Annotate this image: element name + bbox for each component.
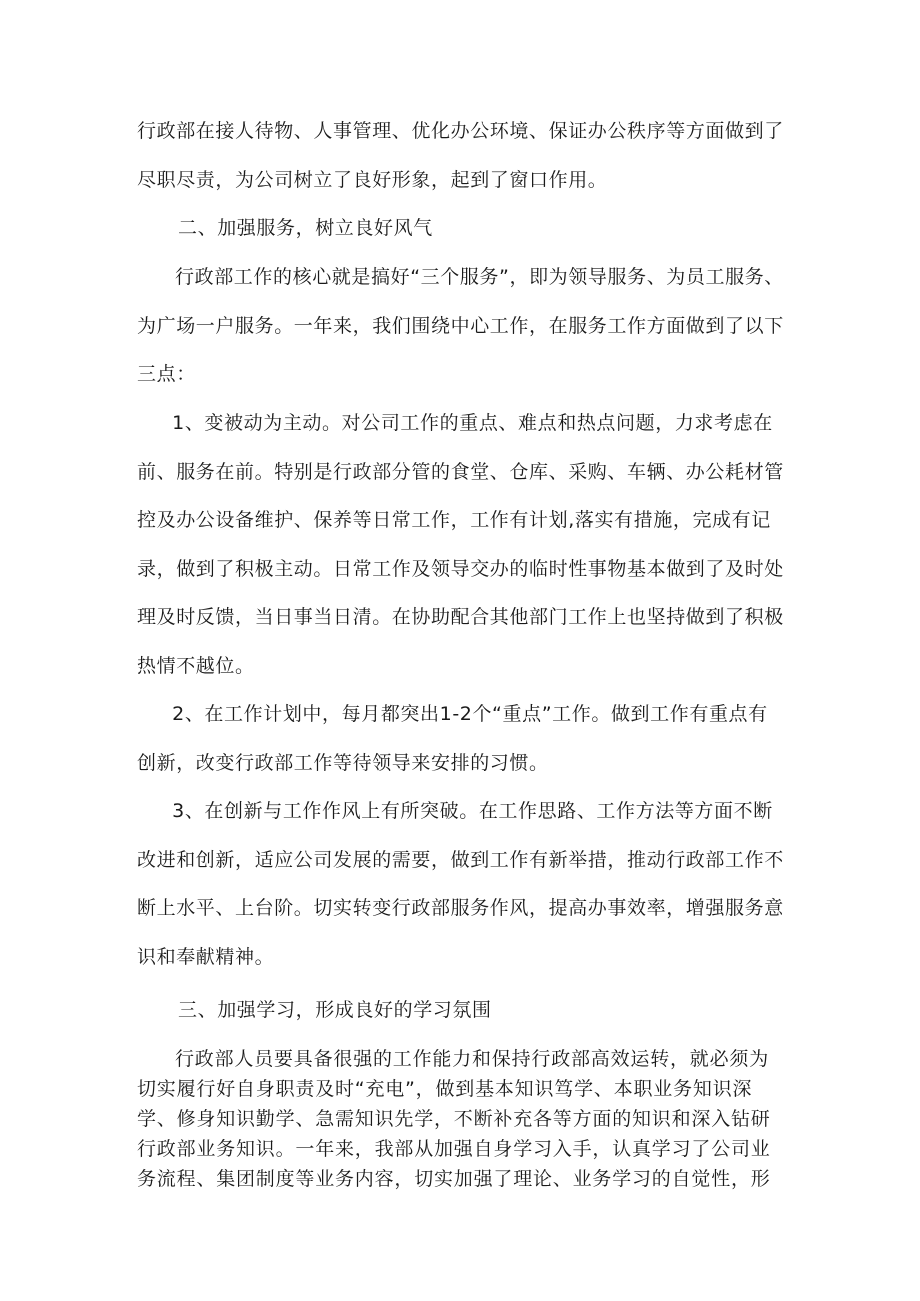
paragraph-intro: 行政部在接人待物、人事管理、优化办公环境、保证办公秩序等方面做到了尽职尽责，为公司树立了良好形象，起到了窗口作用。 — [137, 120, 784, 191]
section-heading-2: 二、加强服务，树立良好风气 — [178, 217, 433, 239]
paragraph-item-1: 1、变被动为主动。对公司工作的重点、难点和热点问题，力求考虑在前、服务在前。特别是行政部分管的食堂、仓库、采购、车辆、办公耗材管控及办公设备维护、保养等日常工作，工作有计划,落实有措施，完成有记录，做到了积极主动。日常工作及领导交办的临时性事物基本做到了及时处理及时反馈，当日事当日清。在协助配合其他部门工作上也坚持做到了积极热情不越位。 — [137, 412, 784, 677]
paragraph-item-3: 3、在创新与工作作风上有所突破。在工作思路、工作方法等方面不断改进和创新，适应公司发展的需要，做到工作有新举措，推动行政部工作不断上水平、上台阶。切实转变行政部服务作风，提高办事效率，增强服务意识和奉献精神。 — [137, 800, 784, 968]
paragraph-section2-intro: 行政部工作的核心就是搞好“三个服务”，即为领导服务、为员工服务、为广场一户服务。一年来，我们围绕中心工作，在服务工作方面做到了以下三点： — [137, 266, 784, 385]
paragraph-item-2: 2、在工作计划中，每月都突出1-2个“重点”工作。做到工作有重点有创新，改变行政部工作等待领导来安排的习惯。 — [137, 703, 768, 774]
section-heading-3: 三、加强学习，形成良好的学习氛围 — [178, 999, 492, 1021]
paragraph-section3: 行政部人员要具备很强的工作能力和保持行政部高效运转，就必须为切实履行好自身职责及时“充电”，做到基本知识笃学、本职业务知识深学、修身知识勤学、急需知识先学，不断补充各等方面的知识和深入钻研行政部业务知识。一年来，我部从加强自身学习入手，认真学习了公司业务流程、集团制度等业务内容，切实加强了理论、业务学习的自觉性，形 — [137, 1048, 771, 1190]
